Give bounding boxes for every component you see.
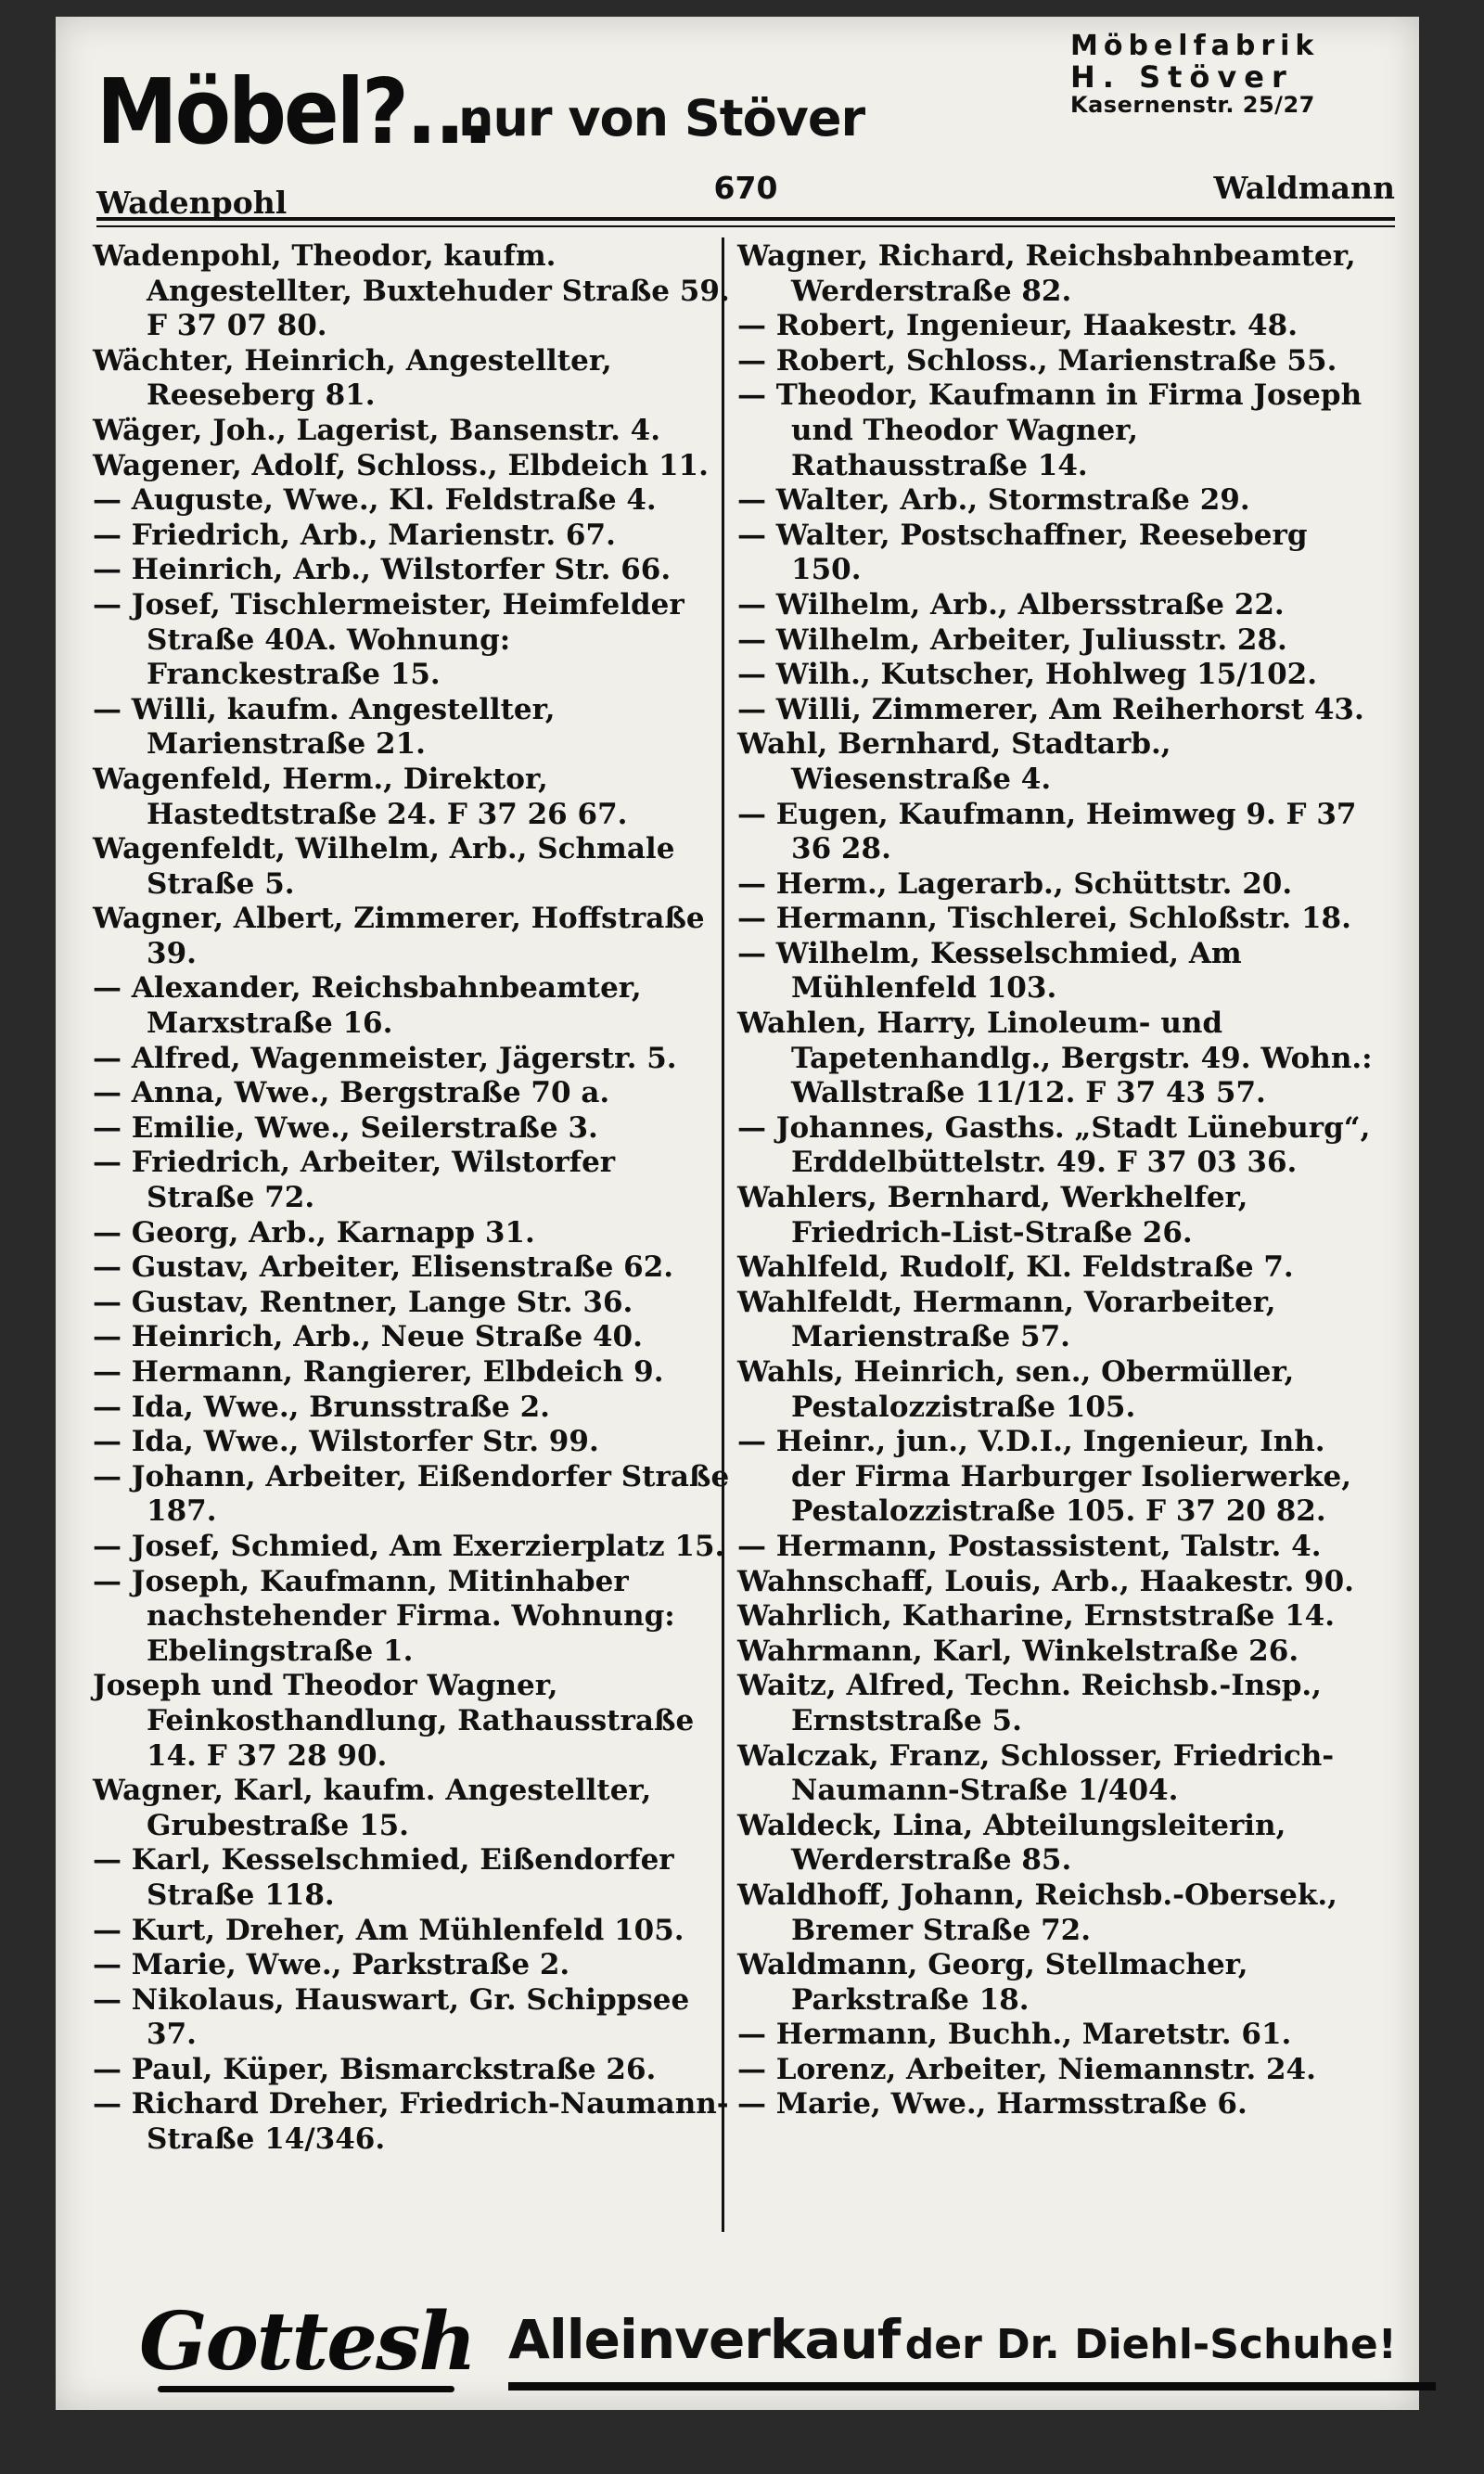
directory-entry: Waldhoff, Johann, Reichsb.-Obersek., Bremer Straße 72.: [737, 1878, 1337, 1947]
directory-entry: — Heinrich, Arb., Wilstorfer Str. 66.: [93, 553, 672, 587]
directory-entry: — Willi, kaufm. Angestellter, Marienstraße 21.: [93, 692, 556, 762]
gottesh-logo: Gottesh: [139, 2295, 475, 2389]
directory-entry: — Alfred, Wagenmeister, Jägerstr. 5.: [93, 1041, 677, 1075]
header-rule-thin: [96, 225, 1395, 227]
directory-entry: Wahlers, Bernhard, Werkhelfer, Friedrich-List-Straße 26.: [737, 1181, 1248, 1250]
directory-entry: — Gustav, Arbeiter, Elisenstraße 62.: [93, 1250, 674, 1285]
directory-page: [56, 17, 1419, 2410]
directory-entry: — Willi, Zimmerer, Am Reiherhorst 43.: [737, 692, 1364, 726]
directory-entry: Wagner, Richard, Reichsbahnbeamter, Werderstraße 82.: [737, 239, 1356, 308]
directory-entry: — Johannes, Gasths. „Stadt Lüneburg“, Erddelbüttelstr. 49. F 37 03 36.: [737, 1110, 1371, 1180]
directory-entry: Wahlen, Harry, Linoleum- und Tapetenhandlg., Bergstr. 49. Wohn.: Wallstraße 11/12. F 37 43 57.: [737, 1006, 1373, 1110]
directory-entry: — Kurt, Dreher, Am Mühlenfeld 105.: [93, 1913, 684, 1947]
bottom-advertisement: [139, 2289, 1419, 2410]
directory-entry: Wahls, Heinrich, sen., Obermüller, Pestalozzistraße 105.: [737, 1355, 1295, 1424]
directory-entry: — Robert, Ingenieur, Haakestr. 48.: [737, 309, 1298, 343]
directory-entry: — Josef, Tischlermeister, Heimfelder Straße 40A. Wohnung: Franckestraße 15.: [93, 587, 684, 692]
logo-underline: [158, 2386, 454, 2392]
directory-entry: — Theodor, Kaufmann in Firma Joseph und Theodor Wagner, Rathausstraße 14.: [737, 378, 1362, 482]
directory-entry: — Robert, Schloss., Marienstraße 55.: [737, 343, 1337, 378]
directory-entry: — Ida, Wwe., Brunsstraße 2.: [93, 1390, 550, 1424]
directory-entry: — Karl, Kesselschmied, Eißendorfer Straße 118.: [93, 1843, 674, 1912]
directory-entry: — Emilie, Wwe., Seilerstraße 3.: [93, 1110, 598, 1145]
directory-entry: Wagener, Adolf, Schloss., Elbdeich 11.: [93, 448, 709, 482]
directory-entry: — Wilhelm, Arbeiter, Juliusstr. 28.: [737, 622, 1287, 657]
directory-entry: Wagner, Albert, Zimmerer, Hoffstraße 39.: [93, 902, 705, 970]
running-head-left: Wadenpohl: [96, 185, 288, 221]
right-column: [737, 239, 1377, 2122]
directory-entry: — Hermann, Postassistent, Talstr. 4.: [737, 1529, 1322, 1563]
header-rule-thick: [96, 217, 1395, 221]
directory-entry: Wahrmann, Karl, Winkelstraße 26.: [737, 1634, 1299, 1668]
directory-entry: Waldeck, Lina, Abteilungsleiterin, Werderstraße 85.: [737, 1808, 1286, 1878]
directory-entry: — Walter, Arb., Stormstraße 29.: [737, 483, 1250, 518]
ad-underline: [508, 2382, 1436, 2391]
directory-entry: — Richard Dreher, Friedrich-Naumann-Straße 14/346.: [93, 2087, 729, 2157]
directory-entry: — Nikolaus, Hauswart, Gr. Schippsee 37.: [93, 1982, 690, 2052]
directory-entry: Wahlfeldt, Hermann, Vorarbeiter, Marienstraße 57.: [737, 1285, 1276, 1354]
ad-text: [508, 2308, 1397, 2371]
directory-entry: — Joseph, Kaufmann, Mitinhaber nachstehender Firma. Wohnung: Ebelingstraße 1.: [93, 1564, 675, 1668]
page-number: 670: [713, 170, 778, 206]
directory-entry: — Johann, Arbeiter, Eißendorfer Straße 187.: [93, 1459, 730, 1529]
directory-entry: — Paul, Küper, Bismarckstraße 26.: [93, 2052, 657, 2086]
directory-entry: — Alexander, Reichsbahnbeamter, Marxstraße 16.: [93, 971, 642, 1041]
directory-entry: — Wilh., Kutscher, Hohlweg 15/102.: [737, 658, 1318, 692]
directory-entry: Wadenpohl, Theodor, kaufm. Angestellter, Buxtehuder Straße 59. F 37 07 80.: [93, 239, 730, 343]
directory-entry: — Heinr., jun., V.D.I., Ingenieur, Inh. der Firma Harburger Isolierwerke, Pestalozzistraße 105. F 37 20 82.: [737, 1425, 1352, 1529]
directory-entry: — Georg, Arb., Karnapp 31.: [93, 1215, 535, 1250]
ad-company-block: [1070, 32, 1376, 118]
directory-entry: — Wilhelm, Kesselschmied, Am Mühlenfeld 103.: [737, 936, 1242, 1006]
directory-entry: Wahnschaff, Louis, Arb., Haakestr. 90.: [737, 1564, 1354, 1598]
directory-entry: — Anna, Wwe., Bergstraße 70 a.: [93, 1076, 610, 1110]
directory-entry: — Auguste, Wwe., Kl. Feldstraße 4.: [93, 483, 657, 518]
directory-entry: Waitz, Alfred, Techn. Reichsb.-Insp., Ernststraße 5.: [737, 1669, 1322, 1737]
directory-entry: — Marie, Wwe., Harmsstraße 6.: [737, 2087, 1247, 2121]
running-head-right: Waldmann: [1213, 170, 1395, 206]
ad-text-big: Alleinverkauf: [508, 2308, 901, 2371]
running-head: [96, 170, 1395, 221]
directory-entry: Wächter, Heinrich, Angestellter, Reeseberg 81.: [93, 343, 612, 413]
ad-text-small: der Dr. Diehl-Schuhe!: [904, 2321, 1397, 2368]
ad-company-line1: Möbelfabrik: [1070, 30, 1320, 62]
directory-entry: Wahrlich, Katharine, Ernststraße 14.: [737, 1599, 1336, 1634]
top-advertisement: [96, 32, 1395, 171]
directory-entry: — Josef, Schmied, Am Exerzierplatz 15.: [93, 1529, 725, 1563]
directory-entry: — Ida, Wwe., Wilstorfer Str. 99.: [93, 1425, 599, 1459]
directory-entry: — Marie, Wwe., Parkstraße 2.: [93, 1948, 570, 1982]
directory-entry: Waldmann, Georg, Stellmacher, Parkstraße 18.: [737, 1948, 1248, 2017]
ad-company-line3: Kasernenstr. 25/27: [1070, 91, 1315, 118]
column-divider: [722, 237, 724, 2232]
directory-entry: Wagner, Karl, kaufm. Angestellter, Grubestraße 15.: [93, 1774, 652, 1842]
left-column: [93, 239, 733, 2158]
directory-entry: Wagenfeldt, Wilhelm, Arb., Schmale Straße 5.: [93, 832, 675, 901]
directory-entry: — Lorenz, Arbeiter, Niemannstr. 24.: [737, 2052, 1316, 2086]
directory-entry: Wäger, Joh., Lagerist, Bansenstr. 4.: [93, 413, 661, 447]
directory-entry: Wahl, Bernhard, Stadtarb., Wiesenstraße 4.: [737, 727, 1171, 796]
directory-entry: — Friedrich, Arb., Marienstr. 67.: [93, 518, 616, 552]
directory-entry: — Eugen, Kaufmann, Heimweg 9. F 37 36 28.: [737, 797, 1357, 866]
directory-entry: — Hermann, Tischlerei, Schloßstr. 18.: [737, 902, 1351, 936]
ad-headline: Möbel?...: [96, 59, 492, 165]
directory-entry: Wahlfeld, Rudolf, Kl. Feldstraße 7.: [737, 1250, 1294, 1285]
directory-entry: — Hermann, Buchh., Maretstr. 61.: [737, 2018, 1292, 2052]
directory-entry: Joseph und Theodor Wagner, Feinkosthandlung, Rathausstraße 14. F 37 28 90.: [93, 1669, 695, 1773]
directory-entry: — Hermann, Rangierer, Elbdeich 9.: [93, 1355, 664, 1389]
directory-entry: Walczak, Franz, Schlosser, Friedrich-Naumann-Straße 1/404.: [737, 1738, 1335, 1808]
directory-entry: — Wilhelm, Arb., Albersstraße 22.: [737, 587, 1285, 622]
directory-entry: — Gustav, Rentner, Lange Str. 36.: [93, 1285, 633, 1319]
directory-entry: — Herm., Lagerarb., Schüttstr. 20.: [737, 866, 1293, 901]
directory-entry: Wagenfeld, Herm., Direktor, Hastedtstraße 24. F 37 26 67.: [93, 762, 628, 831]
ad-company-line2: H. Stöver: [1070, 59, 1294, 96]
directory-entry: — Heinrich, Arb., Neue Straße 40.: [93, 1320, 643, 1354]
directory-entry: — Friedrich, Arbeiter, Wilstorfer Straße 72.: [93, 1146, 616, 1215]
ad-tagline: nur von Stöver: [458, 89, 865, 147]
directory-entry: — Walter, Postschaffner, Reeseberg 150.: [737, 518, 1308, 587]
